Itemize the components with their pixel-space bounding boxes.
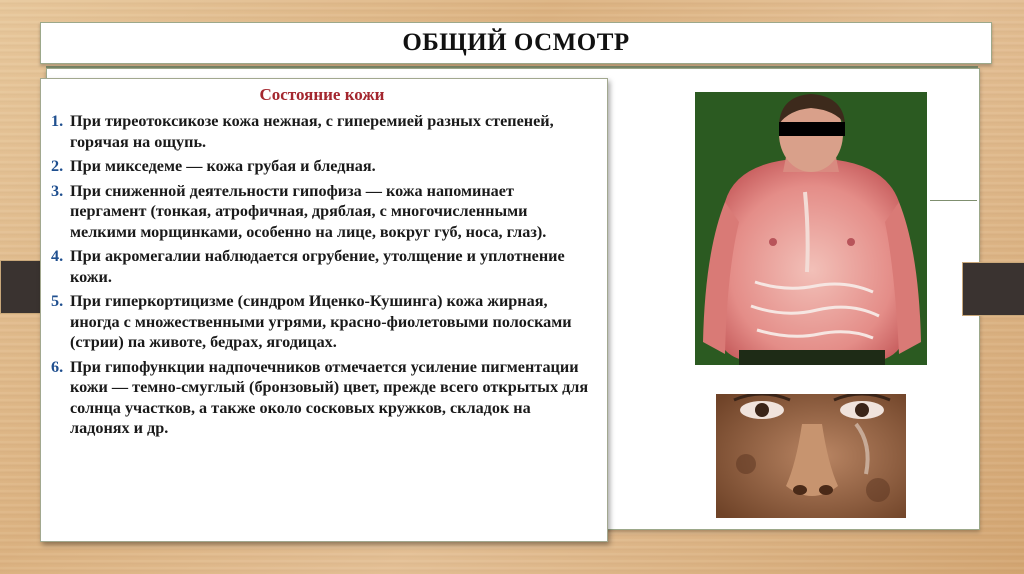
item-text: При гипофункции надпочечников отмечается усиление пигментации кожи — темно-смуглый (бронзовый) цвет, прежде всего открытых для солнца участков, а также около сосковых кружков, складок на ладонях и др. [70, 357, 589, 437]
panel-divider-line [930, 200, 977, 201]
item-text: При тиреотоксикозе кожа нежная, с гиперемией разных степеней, горячая на ощупь. [70, 112, 554, 151]
section-subtitle: Состояние кожи [259, 85, 385, 104]
list-item [51, 156, 593, 177]
item-text: При акромегалии наблюдается огрубение, утолщение и уплотнение кожи. [70, 247, 565, 286]
list-item [51, 246, 593, 287]
item-number: 5. [51, 292, 64, 310]
list-item [51, 111, 593, 152]
list-item [51, 291, 593, 353]
patient-face-photo [716, 394, 906, 518]
patient-torso-photo [695, 92, 927, 365]
skin-condition-list [51, 111, 593, 439]
title-bar [40, 22, 992, 64]
item-number: 3. [51, 181, 64, 200]
item-text: При микседеме — кожа грубая и бледная. [70, 157, 376, 175]
item-number: 1. [51, 112, 64, 130]
slide-title: ОБЩИЙ ОСМОТР [402, 29, 630, 56]
right-edge-tab [962, 262, 1024, 316]
item-text: При гиперкортицизме (синдром Иценко-Кушинга) кожа жирная, иногда с множественными угрями, красно-фиолетовыми полосками (стрии) па животе, бедрах, ягодицах. [70, 292, 572, 351]
item-number: 6. [51, 357, 64, 376]
text-box [40, 78, 608, 542]
item-text: При сниженной деятельности гипофиза — кожа напоминает пергамент (тонкая, атрофичная, дряблая, с многочисленными мелкими морщинками, особенно на лице, вокруг губ, носа, глаз). [70, 181, 547, 241]
list-item [51, 181, 593, 243]
left-edge-tab [0, 260, 42, 314]
list-item [51, 357, 593, 439]
item-number: 2. [51, 157, 64, 175]
item-number: 4. [51, 247, 64, 265]
